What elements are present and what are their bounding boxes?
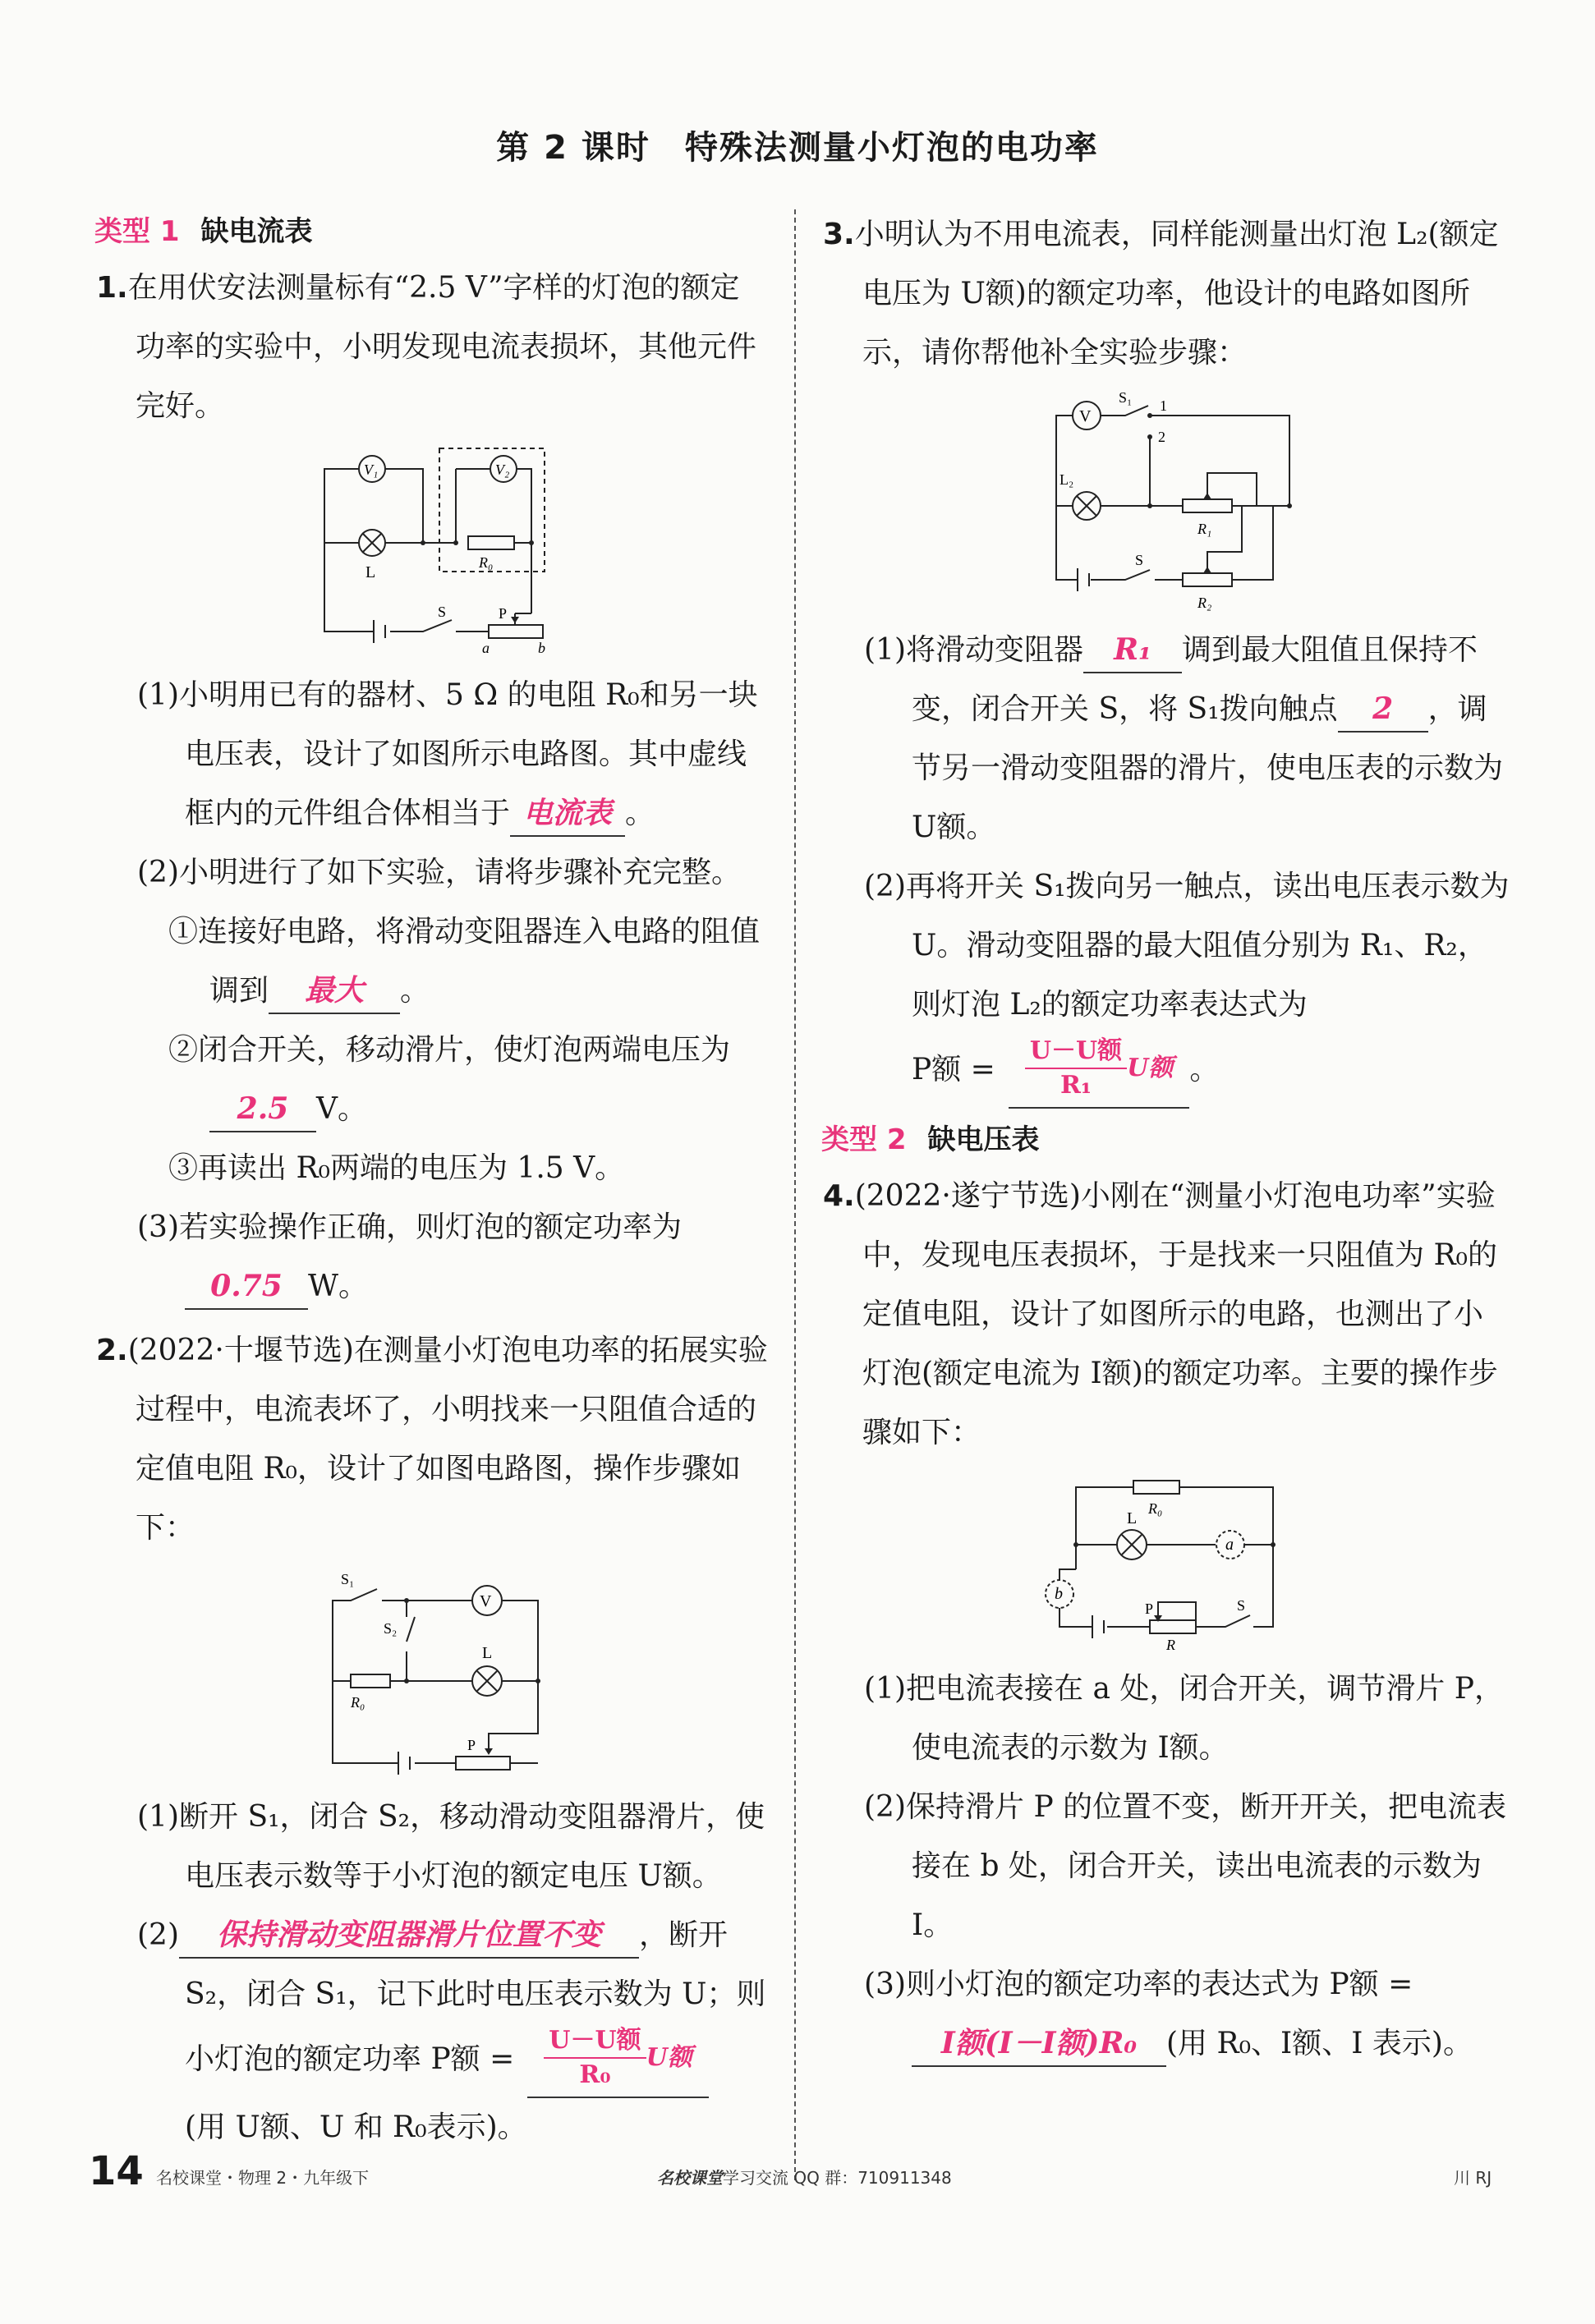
- c3-r1-label: R₁: [1197, 521, 1212, 537]
- q4-stem: [821, 1167, 1511, 1463]
- q3-number: 3.: [823, 218, 855, 251]
- c1-s-label: S: [438, 604, 447, 620]
- q3-p2-end: 。: [1189, 1053, 1220, 1086]
- q1-part1: [94, 666, 768, 843]
- q2-frac-numerator: U－U额: [544, 2024, 646, 2059]
- c3-v-label: V: [1079, 407, 1092, 425]
- q2-p2-answer: 保持滑动变阻器滑片位置不变: [179, 1913, 639, 1959]
- footer-edition: 川 RJ: [1454, 2168, 1492, 2188]
- type2-tag: 类型 2: [821, 1123, 907, 1156]
- footer-qq: [657, 2165, 952, 2189]
- q4-stem-text: (2022·遂宁节选)小刚在“测量小灯泡电功率”实验中，发现电压表损坏，于是找来一只阻值为 R₀的定值电阻，设计了如图所示的电路，也测出了小灯泡(额定电流为 I额)的额定功率。主要的操作步骤如下：: [854, 1179, 1498, 1449]
- c3-s1-label: S₁: [1119, 391, 1133, 406]
- q3-p2-lhs: P额 =: [912, 1053, 995, 1086]
- q3-part2: (2)再将开关 S₁拨向另一触点，读出电压表示数为 U。滑动变阻器的最大阻值分别为 R₁、R₂，则灯泡 L₂的额定功率表达式为: [864, 870, 1510, 1022]
- c1-r0-label: R₀: [479, 554, 494, 571]
- q3-p1-text3: ，调节另一滑动变阻器的滑片，使电压表的示数为 U额。: [912, 692, 1504, 844]
- q3-p1-text2: 调到最大阻值且保持不变，闭合开关 S，将 S₁拨向触点: [912, 633, 1478, 726]
- c4-b-label: b: [1055, 1585, 1063, 1603]
- c4-s-label: S: [1237, 1597, 1246, 1614]
- page-title: 第 2 课时 特殊法测量小灯泡的电功率: [496, 129, 1099, 167]
- column-divider: [794, 209, 796, 2180]
- q2-frac-denominator: R₀: [579, 2060, 611, 2089]
- q2-p2-formula: [527, 2024, 709, 2098]
- q3-part1: [821, 621, 1511, 857]
- q2-number: 2.: [96, 1334, 128, 1367]
- q3-p1-answer1: R₁: [1083, 627, 1182, 673]
- q3-frac-numerator: U－U额: [1025, 1035, 1127, 1069]
- q1-p3-text: (3)若实验操作正确，则灯泡的额定功率为: [137, 1210, 682, 1244]
- type1-tag: 类型 1: [94, 215, 180, 248]
- q4-part1: (1)把电流表接在 a 处，闭合开关，调节滑片 P，使电流表的示数为 I额。: [864, 1672, 1505, 1765]
- q1-part2: (2)小明进行了如下实验，请将步骤补充完整。: [137, 856, 741, 889]
- c2-lamp-label: L: [482, 1644, 493, 1662]
- q4-p3-end: (用 R₀、I额、I 表示)。: [1166, 2027, 1473, 2060]
- q2-part2-end: (用 U额、U 和 R₀表示)。: [185, 2110, 527, 2144]
- c1-lamp-label: L: [365, 563, 376, 581]
- c3-t2-label: 2: [1158, 429, 1165, 445]
- q2-p2-prefix: (2): [137, 1918, 179, 1952]
- c4-p-label: P: [1145, 1601, 1154, 1617]
- q4-p3-text: (3)则小灯泡的额定功率的表达式为 P额 =: [864, 1968, 1413, 2001]
- q1-p3-answer: 0.75: [185, 1264, 308, 1310]
- footer-qq-text: 学习交流 QQ 群：710911348: [723, 2168, 952, 2188]
- q2-part2: [94, 1906, 768, 2098]
- circuit-diagram-4: [1035, 1471, 1298, 1651]
- q1-p1-answer: 电流表: [510, 791, 625, 837]
- type1-name: 缺电流表: [200, 215, 313, 248]
- circuit-diagram-2: [308, 1566, 554, 1780]
- q2-part1: (1)断开 S₁，闭合 S₂，移动滑动变阻器滑片，使电压表示数等于小灯泡的额定电压 U额。: [137, 1800, 765, 1893]
- q1-s2-text: ②闭合开关，移动滑片，使灯泡两端电压为: [168, 1033, 731, 1067]
- c1-p-label: P: [499, 605, 508, 622]
- page-number: 14: [89, 2148, 144, 2194]
- q1-p3-end: W。: [308, 1270, 369, 1303]
- c4-r-label: R: [1166, 1637, 1175, 1651]
- q1-step3: ③再读出 R₀两端的电压为 1.5 V。: [168, 1151, 625, 1185]
- type2-name: 缺电压表: [927, 1123, 1040, 1156]
- q1-step2: [94, 1021, 768, 1139]
- c2-s2-label: S₂: [384, 1620, 398, 1637]
- q1-part3: [94, 1198, 768, 1316]
- footer-brand: 名校课堂: [657, 2168, 723, 2188]
- q3-part2-formula-line: [821, 1035, 1511, 1109]
- circuit-diagram-3: [1027, 391, 1306, 613]
- q1-s1-answer: 最大: [269, 968, 400, 1014]
- c1-v1-label: V₁: [364, 462, 379, 478]
- c2-v-label: V: [480, 1592, 492, 1610]
- c1-b-label: b: [538, 640, 545, 656]
- q1-p1-end: 。: [625, 797, 655, 830]
- c3-s-label: S: [1135, 552, 1144, 568]
- c3-t1-label: 1: [1160, 397, 1167, 414]
- q3-frac-denominator: R₁: [1060, 1071, 1092, 1100]
- q4-p3-answer: I额(I－I额)R₀: [912, 2021, 1166, 2067]
- q4-part3: [821, 1955, 1511, 2074]
- q1-s2-end: V。: [316, 1092, 367, 1126]
- c2-p-label: P: [467, 1737, 476, 1753]
- c2-s1-label: S₁: [341, 1571, 355, 1587]
- footer-book-title: 名校课堂・物理 2・九年级下: [156, 2168, 370, 2188]
- q1-stem: [94, 259, 768, 436]
- q1-stem-text: 在用伏安法测量标有“2.5 V”字样的灯泡的额定功率的实验中，小明发现电流表损坏，其他元件完好。: [127, 271, 757, 423]
- q3-stem-text: 小明认为不用电流表，同样能测量出灯泡 L₂(额定电压为 U额)的额定功率，他设计的电路如图所示，请你帮他补全实验步骤：: [854, 218, 1499, 370]
- type2-heading: [821, 1117, 1511, 1157]
- type1-heading: [94, 209, 768, 249]
- q2-frac-tail: U额: [646, 2043, 692, 2072]
- c3-r2-label: R₂: [1197, 595, 1212, 611]
- c4-a-label: a: [1225, 1536, 1234, 1554]
- q4-number: 4.: [823, 1179, 855, 1213]
- left-column: [94, 205, 768, 2157]
- q4-part2: (2)保持滑片 P 的位置不变，断开开关，把电流表接在 b 处，闭合开关，读出电流表的示数为 I。: [864, 1790, 1507, 1942]
- right-column: [821, 205, 1511, 2074]
- q1-s1-end: 。: [400, 974, 430, 1008]
- q3-stem: [821, 205, 1511, 383]
- circuit-diagram-1: [300, 444, 563, 658]
- c1-a-label: a: [482, 640, 490, 656]
- q3-frac-tail: U额: [1127, 1054, 1174, 1082]
- q3-p1-answer2: 2: [1338, 687, 1428, 733]
- q3-p1-text: (1)将滑动变阻器: [864, 633, 1083, 667]
- q1-number: 1.: [96, 271, 128, 305]
- q2-p2-text: ，断开 S₂，闭合 S₁，记下此时电压表示数为 U；则小灯泡的额定功率 P额 =: [185, 1918, 766, 2076]
- c4-lamp-label: L: [1127, 1509, 1138, 1527]
- q3-p2-formula: [1009, 1035, 1190, 1109]
- c3-l2-label: L₂: [1060, 471, 1074, 488]
- c2-r0-label: R₀: [351, 1694, 365, 1711]
- c4-r0-label: R₀: [1148, 1500, 1163, 1517]
- q1-s1-text: ①连接好电路，将滑动变阻器连入电路的阻值调到: [168, 915, 761, 1008]
- q1-s2-answer: 2.5: [209, 1086, 316, 1132]
- c1-v2-label: V₂: [495, 462, 510, 478]
- q2-stem-text: (2022·十堰节选)在测量小灯泡电功率的拓展实验过程中，电流表坏了，小明找来一只阻值合适的定值电阻 R₀，设计了如图电路图，操作步骤如下：: [127, 1334, 768, 1545]
- q1-step1: [94, 903, 768, 1021]
- q1-p1-text: (1)小明用已有的器材、5 Ω 的电阻 R₀和另一块电压表，设计了如图所示电路图。其中虚线框内的元件组合体相当于: [137, 678, 758, 830]
- q2-stem: [94, 1321, 768, 1558]
